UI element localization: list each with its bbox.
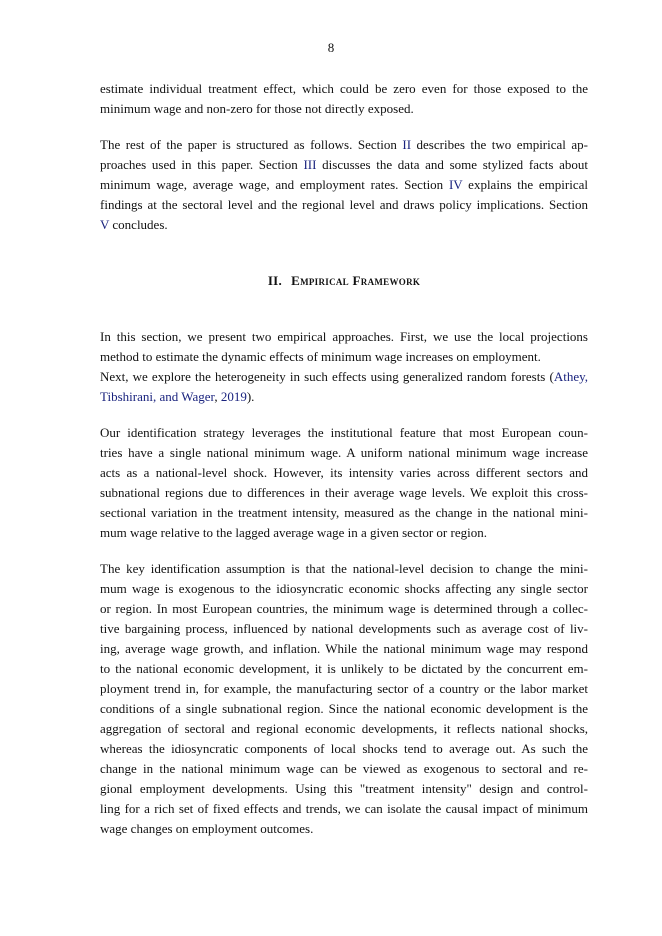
page-number: 8 [327, 40, 335, 55]
paragraph-identification-strategy [100, 423, 588, 543]
paragraph-identification-assumption [100, 559, 588, 839]
text-line: wage changes on employment outcomes. [100, 821, 314, 836]
text-line: to the national economic development, it is unlikely to be dictated by the concurrent em- [100, 661, 588, 676]
text-line: Our identification strategy leverages the institutional feature that most European coun- [100, 425, 588, 440]
text-line: ployment trend in, for example, the manufacturing sector of a country or the labor market [100, 681, 588, 696]
section-heading [100, 271, 588, 291]
section-ref-link-ii[interactable]: II [402, 137, 412, 152]
section-title: Empirical Framework [291, 273, 421, 288]
paragraph-approaches [100, 327, 588, 407]
text-line: whereas the idiosyncratic components of local shocks tend to average out. As such the [100, 741, 588, 756]
text-line: or region. In most European countries, the minimum wage is determined through a collec- [100, 601, 588, 616]
paragraph-paper-structure [100, 135, 588, 235]
section-ref-link-iv[interactable]: IV [448, 177, 463, 192]
text-line: method to estimate the dynamic effects of minimum wage increases on employment. [100, 349, 541, 364]
text-line: findings at the sectoral level and the regional level and draws policy implications. Section [100, 197, 588, 212]
section-ref-link-iii[interactable]: III [303, 157, 317, 172]
text-line: ling for a rich set of fixed effects and trends, we can isolate the causal impact of minimum [100, 801, 588, 816]
text-line: mum wage relative to the lagged average wage in a given sector or region. [100, 525, 487, 540]
section-ref-link-v[interactable]: V [100, 217, 110, 232]
text-line: subnational regions due to differences in their average wage levels. We exploit this cross- [100, 485, 588, 500]
text-line: tive bargaining process, influenced by national developments such as average cost of liv- [100, 621, 588, 636]
text-line: change in the national minimum wage can be viewed as exogenous to sectoral and re- [100, 761, 588, 776]
text-line: aggregation of sectoral and regional economic developments, it reflects national shocks, [100, 721, 588, 736]
text-line: minimum wage, average wage, and employment rates. Section IV explains the empirical [100, 177, 588, 192]
citation-link-authors[interactable]: Tibshirani, and Wager [100, 389, 215, 404]
text-line: estimate individual treatment effect, which could be zero even for those exposed to the [100, 81, 588, 96]
text-line: The key identification assumption is that the national-level decision to change the mini- [100, 561, 588, 576]
text-line: In this section, we present two empirical approaches. First, we use the local projections [100, 329, 588, 344]
text-line: Tibshirani, and Wager, 2019). [100, 389, 255, 404]
text-line: tries have a single national minimum wage. A uniform national minimum wage increase [100, 445, 588, 460]
text-line: sectional variation in the treatment intensity, measured as the change in the national mini- [100, 505, 588, 520]
text-line: V concludes. [100, 217, 168, 232]
section-number: II. [267, 273, 283, 288]
paragraph-continuation [100, 79, 588, 119]
page-body [100, 79, 588, 839]
text-line: ing, average wage growth, and inflation. While the national minimum wage may respond [100, 641, 588, 656]
text-line: The rest of the paper is structured as follows. Section II describes the two empirical ap- [100, 137, 588, 152]
citation-link-athey[interactable]: Athey, [553, 369, 588, 384]
text-line: proaches used in this paper. Section III discusses the data and some stylized facts about [100, 157, 588, 172]
text-line: acts as a national-level shock. However, its intensity varies across different sectors and [100, 465, 588, 480]
text-line: minimum wage and non-zero for those not directly exposed. [100, 101, 414, 116]
text-line: Next, we explore the heterogeneity in such effects using generalized random forests (Athey, [100, 369, 588, 384]
text-line: mum wage is exogenous to the idiosyncratic economic shocks affecting any single sector [100, 581, 588, 596]
citation-link-year[interactable]: 2019 [220, 389, 247, 404]
text-line: gional employment developments. Using this "treatment intensity" design and control- [100, 781, 588, 796]
text-line: conditions of a single subnational region. Since the national economic development is the [100, 701, 588, 716]
